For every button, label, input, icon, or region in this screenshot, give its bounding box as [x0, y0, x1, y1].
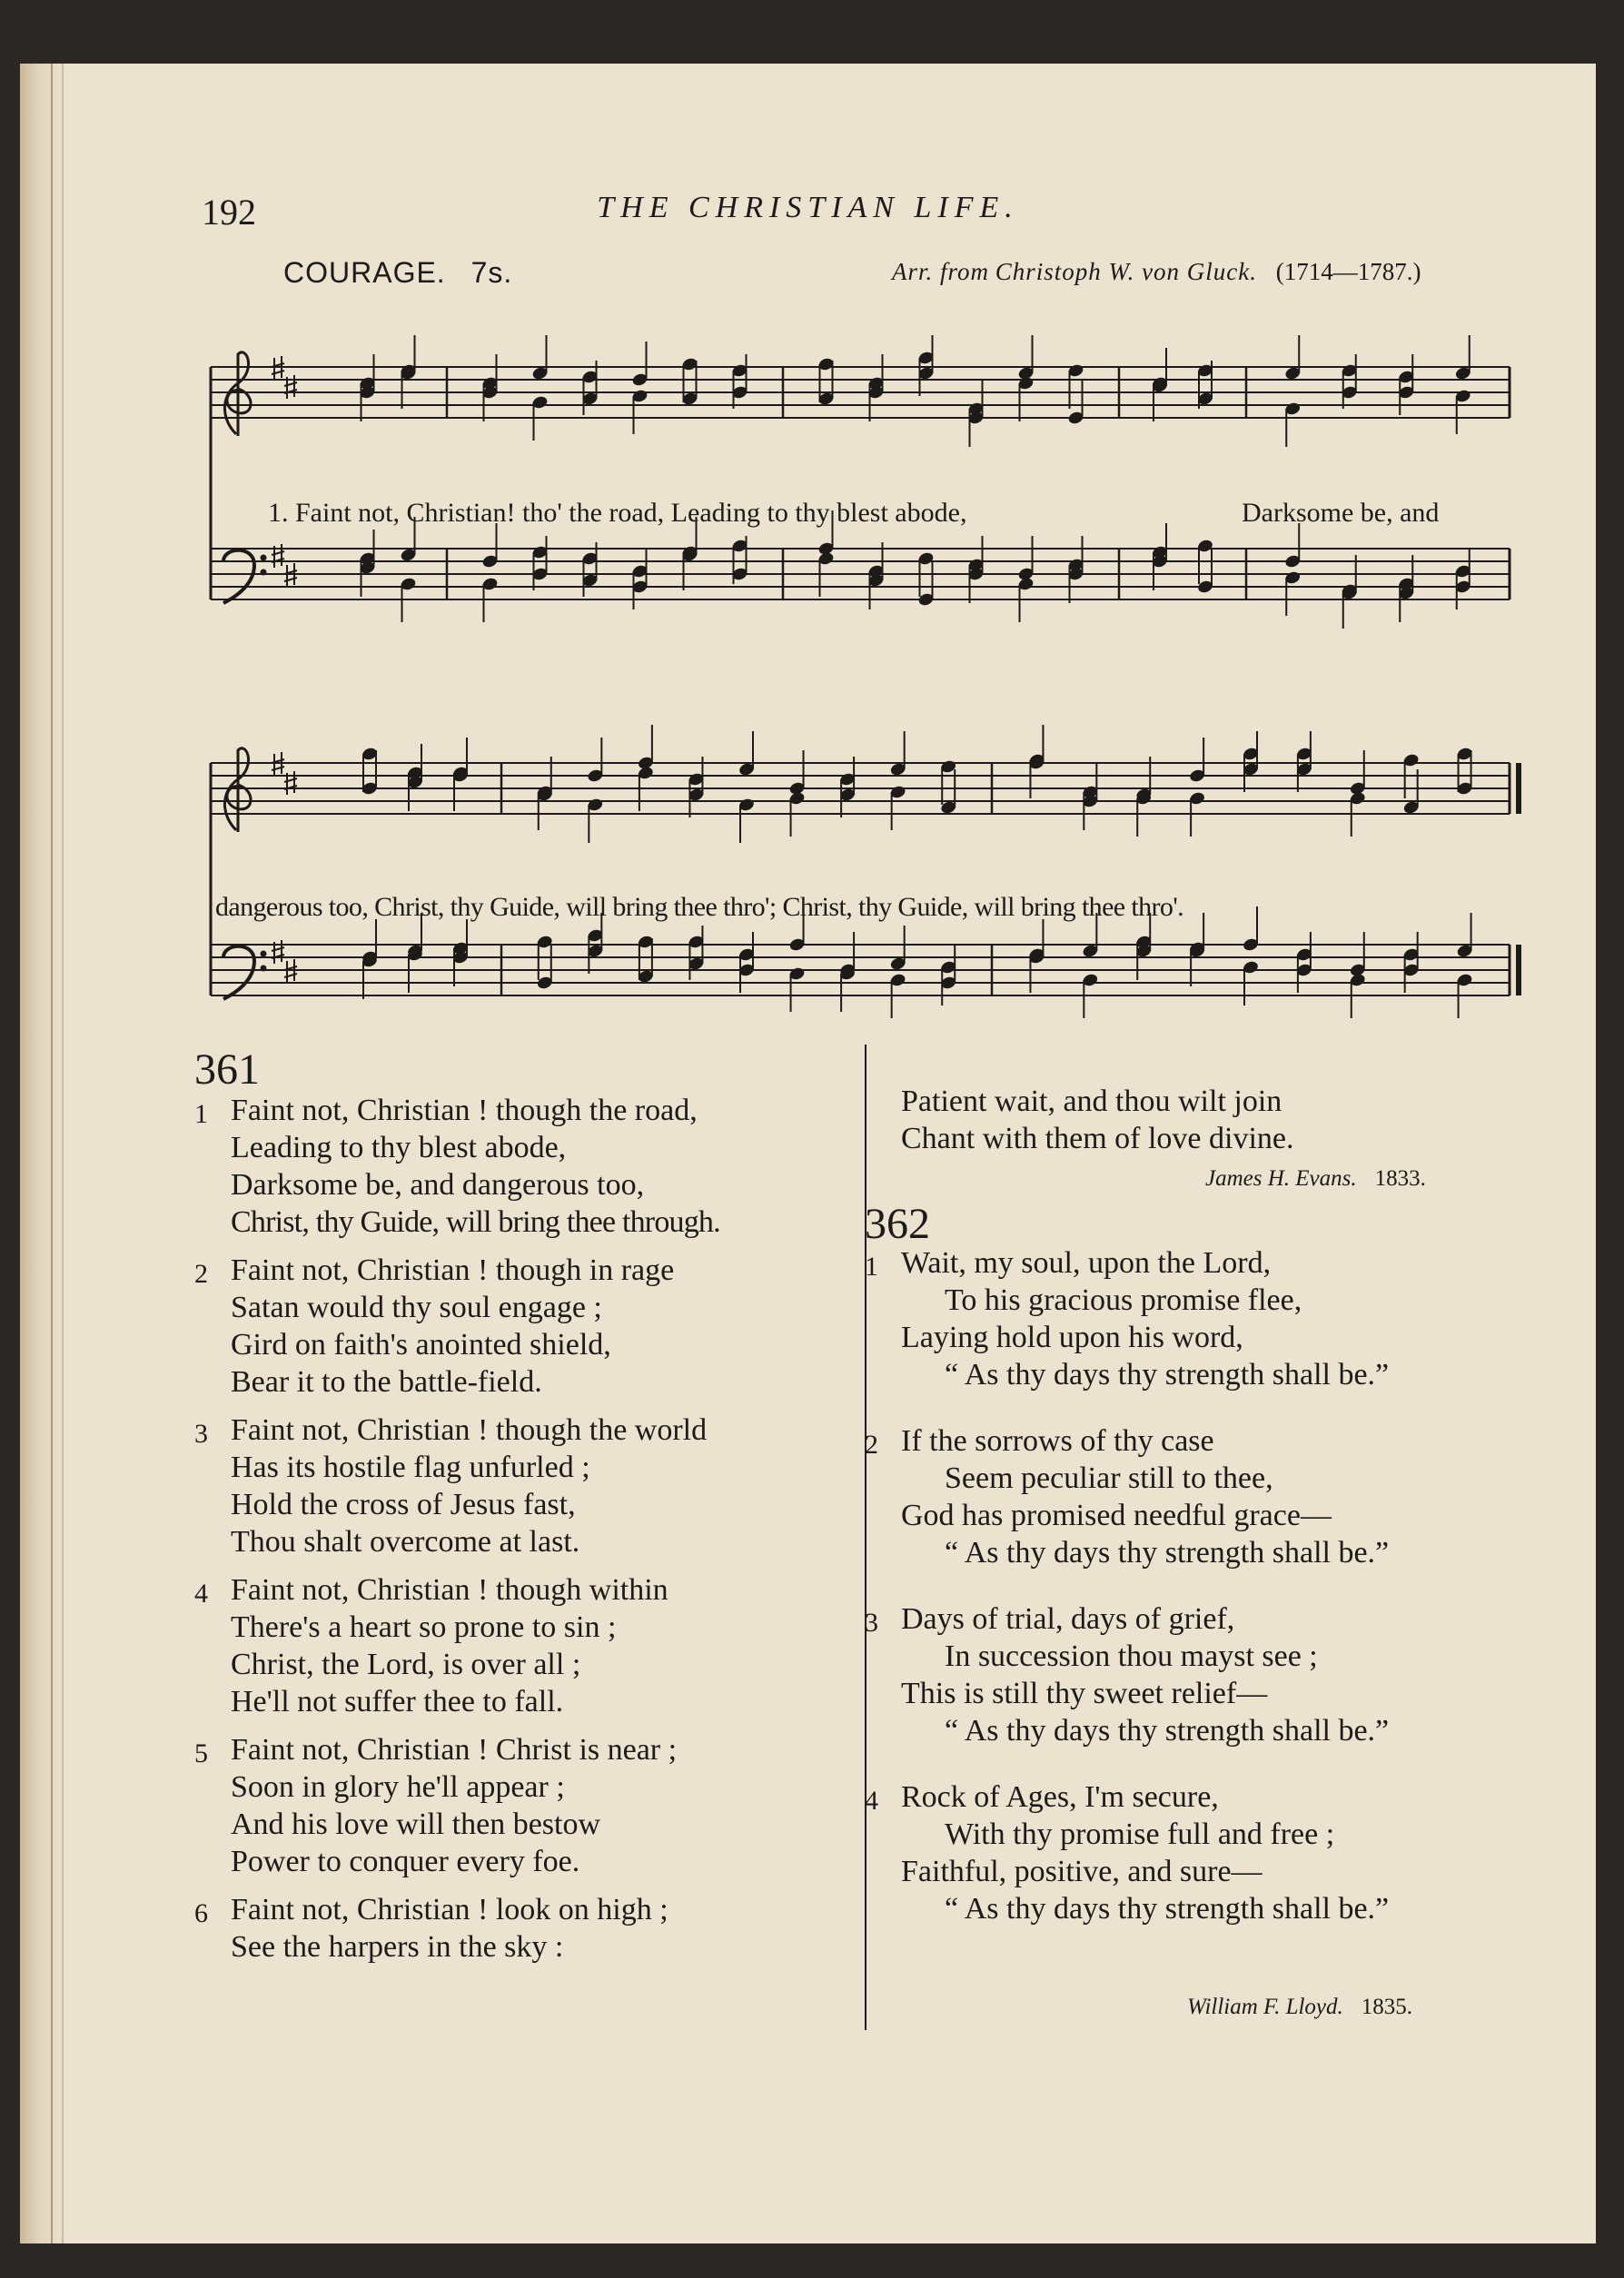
stanza-number: 4 [865, 1786, 878, 1816]
verse-line: Power to conquer every foe. [231, 1845, 580, 1878]
stanza-number: 1 [865, 1252, 878, 1282]
verse-line: In succession thou mayst see ; [945, 1639, 1318, 1673]
verse-line: Christ, the Lord, is over all ; [231, 1648, 581, 1681]
stanza [194, 1092, 720, 1241]
stanza-number: 3 [194, 1419, 208, 1449]
stanza-continued [901, 1083, 1294, 1157]
stanza [865, 1422, 1390, 1571]
verse-line: Faint not, Christian ! look on high ; [231, 1893, 668, 1926]
stanza-number: 2 [865, 1430, 878, 1460]
hymn-attribution [1187, 1995, 1412, 2020]
composer-name: Christoph W. von Gluck. [995, 258, 1258, 285]
lyric-line: dangerous too, Christ, thy Guide, will bring thee thro'; Christ, thy Guide, will bring thee thro'. [215, 892, 1184, 922]
verse-line: To his gracious promise flee, [945, 1283, 1302, 1317]
verse-line: Faint not, Christian ! though the road, [231, 1094, 698, 1127]
verse-line: Soon in glory he'll appear ; [231, 1770, 565, 1804]
stanza-number: 5 [194, 1738, 208, 1768]
tune-meter: 7s. [470, 256, 513, 289]
sharp-sign-icon [272, 940, 284, 964]
bass-clef-icon [223, 550, 254, 603]
verse-line: Gird on faith's anointed shield, [231, 1328, 611, 1362]
author-year: 1833. [1374, 1166, 1426, 1191]
author-year: 1835. [1361, 1995, 1413, 2019]
stanza [865, 1600, 1390, 1749]
author-name: James H. Evans. [1205, 1166, 1357, 1191]
hymn-number: 362 [865, 1200, 930, 1248]
verse-line: Rock of Ages, I'm secure, [901, 1780, 1219, 1814]
verse-line: Faint not, Christian ! though in rage [231, 1253, 675, 1287]
bass-clef-dot [261, 966, 267, 972]
treble-clef-icon [224, 352, 251, 436]
stanza-number: 3 [865, 1608, 878, 1638]
verse-line: Seem peculiar still to thee, [945, 1461, 1273, 1495]
verse-line: Chant with them of love divine. [901, 1122, 1294, 1155]
stanza-number: 1 [194, 1099, 208, 1129]
stanza [194, 1571, 668, 1720]
verse-line: Patient wait, and thou wilt join [901, 1085, 1282, 1118]
treble-clef-icon [224, 748, 251, 832]
verse-line: He'll not suffer thee to fall. [231, 1685, 564, 1718]
verse-line: Faithful, positive, and sure— [901, 1855, 1263, 1888]
book-page [20, 64, 1596, 2243]
verse-line: Laying hold upon his word, [901, 1321, 1243, 1354]
author-name: William F. Lloyd. [1187, 1995, 1343, 2019]
stanza [194, 1731, 678, 1880]
bass-clef-icon [223, 946, 254, 999]
verse-line: And his love will then bestow [231, 1808, 601, 1841]
verse-line: “ As thy days thy strength shall be.” [945, 1358, 1390, 1392]
arranger-prefix: Arr. from [892, 258, 990, 285]
lyric-line: Darksome be, and [1242, 498, 1440, 528]
sharp-sign-icon [284, 375, 297, 399]
stanza-number: 6 [194, 1898, 208, 1928]
verse-line: “ As thy days thy strength shall be.” [945, 1536, 1390, 1570]
tune-title: COURAGE. [283, 256, 446, 289]
bass-clef-dot [261, 555, 267, 561]
verse-line: Faint not, Christian ! Christ is near ; [231, 1733, 678, 1767]
verse-line: Faint not, Christian ! though within [231, 1573, 668, 1607]
stanza-number: 2 [194, 1259, 208, 1289]
verse-line: If the sorrows of thy case [901, 1424, 1214, 1458]
verse-line: “ As thy days thy strength shall be.” [945, 1714, 1390, 1748]
verse-line: Bear it to the battle-field. [231, 1365, 542, 1399]
running-title: THE CHRISTIAN LIFE. [597, 191, 1019, 224]
verse-line: Days of trial, days of grief, [901, 1602, 1235, 1636]
stanza [865, 1778, 1390, 1927]
verse-line: “ As thy days thy strength shall be.” [945, 1892, 1390, 1926]
stanza [194, 1891, 668, 1966]
composer-dates: (1714—1787.) [1275, 258, 1421, 285]
verse-line: Christ, thy Guide, will bring thee through. [231, 1205, 720, 1239]
hymn-attribution [1205, 1166, 1426, 1192]
verse-line: Darksome be, and dangerous too, [231, 1168, 645, 1202]
verse-line: Leading to thy blest abode, [231, 1131, 567, 1164]
bass-clef-dot [261, 951, 267, 957]
stanza [194, 1411, 708, 1560]
page-number: 192 [202, 192, 256, 233]
verse-line: Thou shalt overcome at last. [231, 1525, 580, 1559]
bass-clef-dot [261, 570, 267, 576]
sharp-sign-icon [272, 544, 284, 568]
sharp-sign-icon [284, 771, 297, 795]
column-rule [865, 1045, 866, 2030]
stanza-number: 4 [194, 1579, 208, 1609]
verse-line: Wait, my soul, upon the Lord, [901, 1246, 1272, 1280]
verse-line: Hold the cross of Jesus fast, [231, 1488, 576, 1521]
verse-line: Satan would thy soul engage ; [231, 1291, 602, 1324]
verse-line: Faint not, Christian ! though the world [231, 1413, 708, 1447]
verse-line: See the harpers in the sky : [231, 1930, 564, 1964]
verse-line: Has its hostile flag unfurled ; [231, 1451, 590, 1484]
hymn-number: 361 [194, 1045, 260, 1094]
verse-line: This is still thy sweet relief— [901, 1677, 1268, 1710]
verse-line: With thy promise full and free ; [945, 1817, 1335, 1851]
verse-line: There's a heart so prone to sin ; [231, 1610, 617, 1644]
verse-line: God has promised needful grace— [901, 1499, 1332, 1532]
lyric-line: 1. Faint not, Christian! tho' the road, Leading to thy blest abode, [268, 498, 967, 528]
stanza [194, 1252, 675, 1401]
stanza [865, 1244, 1390, 1393]
